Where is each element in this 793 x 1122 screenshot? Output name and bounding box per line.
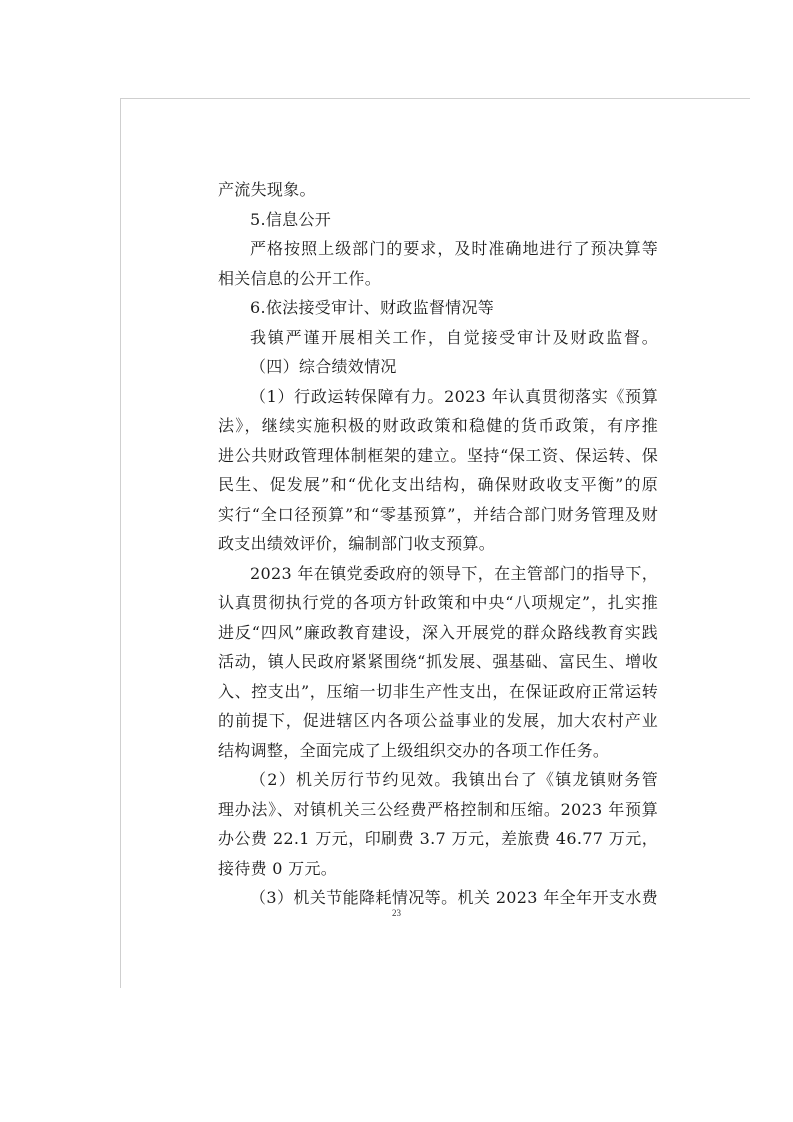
page-number: 23 (392, 908, 401, 918)
text-line: 入、控支出”，压缩一切非生产性支出，在保证政府正常运转 (218, 681, 658, 701)
document-body (218, 175, 658, 913)
text-line: 进反“四风”廉政教育建设，深入开展党的群众路线教育实践 (218, 622, 658, 642)
text-line: 接待费 0 万元。 (218, 858, 338, 878)
text-line: 2023 年在镇党委政府的领导下，在主管部门的指导下， (250, 563, 658, 583)
text-line: 活动，镇人民政府紧紧围绕“抓发展、强基础、富民生、增收 (218, 652, 658, 671)
text-line: 产流失现象。 (218, 180, 316, 199)
page-border-top (120, 98, 750, 99)
text-line: 严格按照上级部门的要求，及时准确地进行了预决算等 (250, 239, 658, 258)
text-line: 实行“全口径预算”和“零基预算”，并结合部门财务管理及财 (218, 504, 658, 524)
text-line: 我镇严谨开展相关工作，自觉接受审计及财政监督。 (250, 327, 658, 347)
text-line: 政支出绩效评价，编制部门收支预算。 (218, 534, 496, 553)
text-line: 民生、促发展”和“优化支出结构，确保财政收支平衡”的原 (218, 475, 658, 494)
text-line: （四）综合绩效情况 (250, 357, 397, 376)
text-line: 5.信息公开 (250, 209, 332, 229)
text-line: 办公费 22.1 万元，印刷费 3.7 万元，差旅费 46.77 万元， (218, 829, 658, 848)
text-line: （1）行政运转保障有力。2023 年认真贯彻落实《预算 (250, 386, 658, 406)
text-line: （2）机关厉行节约见效。我镇出台了《镇龙镇财务管 (250, 770, 658, 789)
text-line: （3）机关节能降耗情况等。机关 2023 年全年开支水费 (250, 888, 658, 907)
text-line: 认真贯彻执行党的各项方针政策和中央“八项规定”，扎实推 (218, 593, 658, 612)
text-line: 的前提下，促进辖区内各项公益事业的发展，加大农村产业 (218, 711, 658, 730)
text-line: 理办法》、对镇机关三公经费严格控制和压缩。2023 年预算 (218, 799, 658, 819)
page-border-left (120, 98, 121, 988)
text-line: 相关信息的公开工作。 (218, 268, 382, 288)
text-line: 法》，继续实施积极的财政政策和稳健的货币政策，有序推 (218, 416, 658, 435)
text-line: 6.依法接受审计、财政监督情况等 (250, 298, 495, 317)
text-line: 进公共财政管理体制框架的建立。坚持“保工资、保运转、保 (218, 445, 658, 465)
text-line: 结构调整，全面完成了上级组织交办的各项工作任务。 (218, 740, 610, 760)
